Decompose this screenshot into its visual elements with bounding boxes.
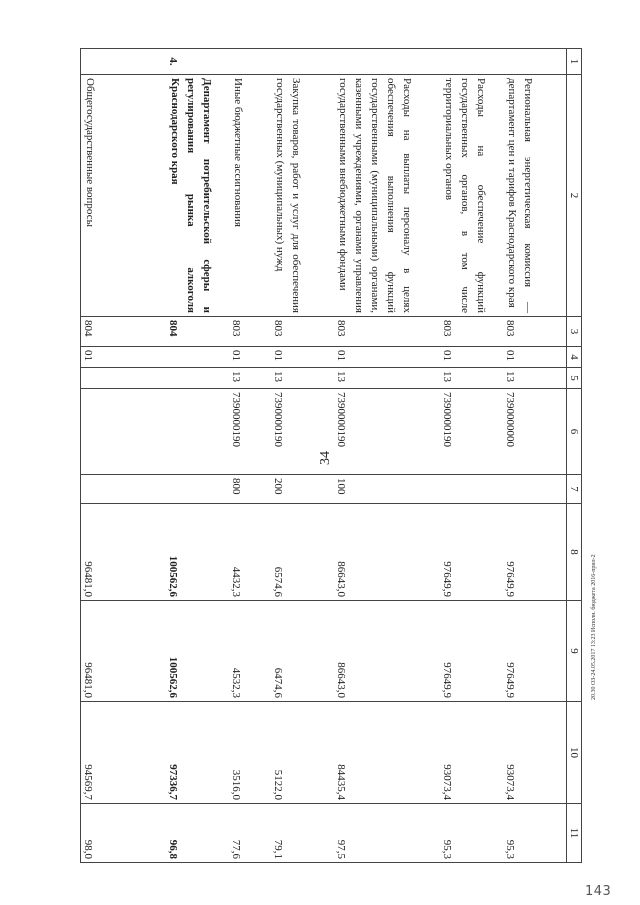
cell-section: 01 — [81, 347, 167, 368]
cell-target-article — [167, 389, 230, 475]
cell-col11: 77,6 — [230, 804, 272, 863]
cell-expense-type — [167, 475, 230, 504]
row-number — [335, 49, 441, 75]
header-cell: 7 — [567, 475, 582, 504]
cell-col11: 97,5 — [335, 804, 441, 863]
table-row-department — [167, 49, 230, 863]
budget-table — [80, 48, 582, 863]
cell-col8: 100562,6 — [167, 504, 230, 601]
header-cell: 11 — [567, 804, 582, 863]
cell-target-article: 7390000190 — [441, 389, 504, 475]
cell-ministry: 804 — [81, 317, 167, 347]
cell-ministry: 804 — [167, 317, 230, 347]
row-name: Закупка товаров, работ и услуг для обеспечения государственных (муниципальных) нужд — [272, 75, 335, 317]
cell-col10: 84435,4 — [335, 702, 441, 804]
cell-subsection: 13 — [504, 368, 567, 389]
cell-col9: 97649,9 — [504, 601, 567, 702]
row-name: Расходы на обеспечение функций государственных органов, в том числе территориальных органов — [441, 75, 504, 317]
row-number: 4. — [167, 49, 230, 75]
header-cell: 2 — [567, 75, 582, 317]
cell-expense-type: 200 — [272, 475, 335, 504]
header-cell: 10 — [567, 702, 582, 804]
cell-col10: 93073,4 — [441, 702, 504, 804]
cell-ministry: 803 — [230, 317, 272, 347]
cell-target-article: 7390000190 — [230, 389, 272, 475]
cell-col9: 6474,6 — [272, 601, 335, 702]
cell-section: 01 — [230, 347, 272, 368]
row-number — [272, 49, 335, 75]
cell-expense-type — [441, 475, 504, 504]
cell-col8: 97649,9 — [441, 504, 504, 601]
table-row — [504, 49, 567, 863]
table-row — [335, 49, 441, 863]
cell-subsection: 13 — [335, 368, 441, 389]
cell-section: 01 — [272, 347, 335, 368]
header-cell: 4 — [567, 347, 582, 368]
row-number — [441, 49, 504, 75]
cell-expense-type: 100 — [335, 475, 441, 504]
cell-col8: 86643,0 — [335, 504, 441, 601]
cell-subsection: 13 — [441, 368, 504, 389]
cell-target-article — [81, 389, 167, 475]
cell-col8: 96481,0 — [81, 504, 167, 601]
cell-section: 01 — [441, 347, 504, 368]
cell-col9: 96481,0 — [81, 601, 167, 702]
cell-col11: 79,1 — [272, 804, 335, 863]
table-row — [81, 49, 167, 863]
row-number — [230, 49, 272, 75]
cell-col10: 5122,0 — [272, 702, 335, 804]
cell-col8: 97649,9 — [504, 504, 567, 601]
cell-target-article: 7390000000 — [504, 389, 567, 475]
cell-expense-type: 800 — [230, 475, 272, 504]
cell-subsection — [167, 368, 230, 389]
cell-col8: 4432,3 — [230, 504, 272, 601]
header-cell: 9 — [567, 601, 582, 702]
row-name: Региональная энергетическая комиссия — департамент цен и тарифов Краснодарского края — [504, 75, 567, 317]
header-cell: 5 — [567, 368, 582, 389]
cell-col10: 3516,0 — [230, 702, 272, 804]
cell-col11: 96,8 — [167, 804, 230, 863]
row-number — [81, 49, 167, 75]
cell-col11: 95,3 — [504, 804, 567, 863]
cell-section: 01 — [504, 347, 567, 368]
row-name: Общегосударственные вопросы — [81, 75, 167, 317]
cell-section: 01 — [335, 347, 441, 368]
cell-ministry: 803 — [504, 317, 567, 347]
cell-target-article: 7390000190 — [335, 389, 441, 475]
handwritten-page-number: 143 — [585, 884, 612, 899]
row-name: Иные бюджетные ассигнования — [230, 75, 272, 317]
cell-col8: 6574,6 — [272, 504, 335, 601]
cell-col10: 94569,7 — [81, 702, 167, 804]
cell-col10: 93073,4 — [504, 702, 567, 804]
cell-ministry: 803 — [441, 317, 504, 347]
table-row — [272, 49, 335, 863]
row-name: Департамент потребительской сферы и регулирования рынка алкоголя Краснодарского края — [167, 75, 230, 317]
row-name: Расходы на выплаты персоналу в целях обеспечения выполнения функций государственными (муниципальными) органами, казенными учреждениями, органами управления государственными внебюджетными фондами — [335, 75, 441, 317]
header-cell: 1 — [567, 49, 582, 75]
header-cell: 3 — [567, 317, 582, 347]
cell-subsection — [81, 368, 167, 389]
footer-file-note: 20.30 ОЗ-24.05.2017 13:23 Исполн. бюджета 2016-прил-2 — [591, 554, 597, 700]
cell-subsection: 13 — [230, 368, 272, 389]
row-number — [504, 49, 567, 75]
cell-section — [167, 347, 230, 368]
cell-col9: 4532,3 — [230, 601, 272, 702]
cell-ministry: 803 — [272, 317, 335, 347]
cell-col9: 86643,0 — [335, 601, 441, 702]
cell-expense-type — [504, 475, 567, 504]
table-row — [230, 49, 272, 863]
cell-col11: 98,0 — [81, 804, 167, 863]
table-row — [441, 49, 504, 863]
cell-col9: 97649,9 — [441, 601, 504, 702]
cell-col11: 95,3 — [441, 804, 504, 863]
budget-table-rotated — [82, 48, 582, 862]
cell-target-article: 7390000190 — [272, 389, 335, 475]
header-cell: 8 — [567, 504, 582, 601]
header-row — [567, 49, 582, 863]
cell-col9: 100562,6 — [167, 601, 230, 702]
cell-expense-type — [81, 475, 167, 504]
cell-col10: 97336,7 — [167, 702, 230, 804]
header-cell: 6 — [567, 389, 582, 475]
cell-ministry: 803 — [335, 317, 441, 347]
page-number: 34 — [318, 451, 333, 465]
cell-subsection: 13 — [272, 368, 335, 389]
